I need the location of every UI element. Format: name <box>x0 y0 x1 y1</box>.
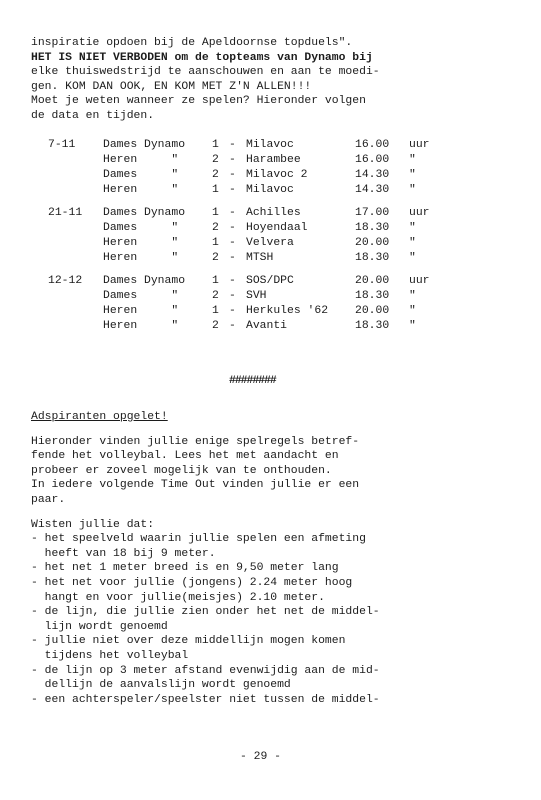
team-number: 2 <box>212 154 219 166</box>
schedule-row <box>48 138 430 153</box>
team: Heren " <box>103 305 179 317</box>
match-time: 18.30 <box>355 222 390 234</box>
team: Heren " <box>103 154 179 166</box>
match-date: 21-11 <box>48 207 83 219</box>
paragraph-line: fende het volleybal. Lees het met aandacht en <box>31 450 339 463</box>
paragraph-line: Hieronder vinden jullie enige spelregels betref- <box>31 435 360 448</box>
paragraph-line: In iedere volgende Time Out vinden jullie er een <box>31 479 360 492</box>
page-number: - 29 - <box>240 751 282 763</box>
intro-line: inspiratie opdoen bij de Apeldoornse topduels". <box>31 37 353 49</box>
match-time: 18.30 <box>355 320 390 332</box>
list-item: - het net voor jullie (jongens) 2.24 meter hoog <box>31 576 353 589</box>
match-time: 14.30 <box>355 184 390 196</box>
time-unit: " <box>409 154 416 166</box>
opponent: Herkules '62 <box>246 305 329 317</box>
team-number: 1 <box>212 275 219 287</box>
match-time: 17.00 <box>355 207 390 219</box>
team: Heren " <box>103 237 179 249</box>
intro-line: Moet je weten wanneer ze spelen? Hieronder volgen <box>31 95 366 108</box>
list-intro: Wisten jullie dat: <box>31 518 155 531</box>
list-item: - het speelveld waarin jullie spelen een afmeting <box>31 533 366 546</box>
opponent: Milavoc 2 <box>246 169 308 181</box>
match-date: 12-12 <box>48 275 83 287</box>
team: Heren " <box>103 252 179 264</box>
separator: - <box>229 305 236 317</box>
separator: - <box>229 275 236 287</box>
team-number: 1 <box>212 237 219 249</box>
team-number: 1 <box>212 139 219 151</box>
paragraph-line: probeer er zoveel mogelijk van te onthouden. <box>31 464 332 477</box>
team-number: 2 <box>212 252 219 264</box>
match-time: 20.00 <box>355 237 390 249</box>
time-unit: " <box>409 252 416 264</box>
list-item: - de lijn, die jullie zien onder het net de middel- <box>31 606 380 619</box>
team-number: 2 <box>212 290 219 302</box>
list-item: - de lijn op 3 meter afstand evenwijdig aan de mid- <box>31 664 380 677</box>
time-unit: " <box>409 320 416 332</box>
schedule-row <box>48 153 416 168</box>
time-unit: " <box>409 237 416 249</box>
team-number: 2 <box>212 169 219 181</box>
intro-line: de data en tijden. <box>31 109 155 122</box>
time-unit: uur <box>409 207 430 219</box>
section-heading: Adspiranten opgelet! <box>31 411 168 423</box>
team: Dames Dynamo <box>103 139 186 151</box>
team-number: 1 <box>212 184 219 196</box>
rules-section <box>31 410 471 707</box>
match-time: 16.00 <box>355 139 390 151</box>
list-item: lijn wordt genoemd <box>31 620 168 633</box>
separator: - <box>229 154 236 166</box>
schedule-row <box>48 206 430 221</box>
schedule-row <box>48 304 416 319</box>
opponent: Hoyendaal <box>246 222 308 234</box>
match-date: 7-11 <box>48 139 76 151</box>
separator: - <box>229 320 236 332</box>
opponent: Harambee <box>246 154 301 166</box>
schedule-row <box>48 251 416 266</box>
schedule-row <box>48 168 416 183</box>
list-item: heeft van 18 bij 9 meter. <box>31 547 216 560</box>
match-time: 16.00 <box>355 154 390 166</box>
list-item: - het net 1 meter breed is en 9,50 meter lang <box>31 562 339 575</box>
team: Dames " <box>103 169 179 181</box>
schedule-row <box>48 221 416 236</box>
separator: - <box>229 222 236 234</box>
list-item: tijdens het volleybal <box>31 649 189 662</box>
opponent: Milavoc <box>246 184 294 196</box>
team: Dames " <box>103 222 179 234</box>
opponent: SOS/DPC <box>246 275 294 287</box>
team-number: 1 <box>212 305 219 317</box>
separator: - <box>229 169 236 181</box>
schedule-row <box>48 183 416 198</box>
time-unit: " <box>409 222 416 234</box>
time-unit: " <box>409 305 416 317</box>
team: Dames Dynamo <box>103 275 186 287</box>
intro-line: HET IS NIET VERBODEN om de topteams van Dynamo bij <box>31 51 373 64</box>
time-unit: uur <box>409 139 430 151</box>
opponent: MTSH <box>246 252 274 264</box>
opponent: Avanti <box>246 320 288 332</box>
team-number: 2 <box>212 222 219 234</box>
section-divider-ornament: ######## <box>229 375 276 387</box>
team: Heren " <box>103 184 179 196</box>
separator: - <box>229 184 236 196</box>
match-time: 20.00 <box>355 305 390 317</box>
list-item: - een achterspeler/speelster niet tussen de middel- <box>31 693 380 706</box>
time-unit: uur <box>409 275 430 287</box>
time-unit: " <box>409 290 416 302</box>
separator: - <box>229 252 236 264</box>
intro-text <box>31 36 461 124</box>
separator: - <box>229 237 236 249</box>
schedule-row <box>48 319 416 334</box>
intro-line: elke thuiswedstrijd te aanschouwen en aan te moedi- <box>31 66 380 79</box>
list-item: - jullie niet over deze middellijn mogen komen <box>31 635 346 648</box>
team-number: 1 <box>212 207 219 219</box>
match-time: 14.30 <box>355 169 390 181</box>
time-unit: " <box>409 184 416 196</box>
separator: - <box>229 207 236 219</box>
schedule-row <box>48 274 430 289</box>
match-time: 20.00 <box>355 275 390 287</box>
time-unit: " <box>409 169 416 181</box>
team: Dames Dynamo <box>103 207 186 219</box>
intro-line: gen. KOM DAN OOK, EN KOM MET Z'N ALLEN!!! <box>31 80 312 93</box>
schedule-row <box>48 236 416 251</box>
opponent: Velvera <box>246 237 294 249</box>
schedule-row <box>48 289 416 304</box>
match-time: 18.30 <box>355 252 390 264</box>
team: Dames " <box>103 290 179 302</box>
match-schedule <box>48 138 430 334</box>
separator: - <box>229 139 236 151</box>
team: Heren " <box>103 320 179 332</box>
list-item: hangt en voor jullie(meisjes) 2.10 meter. <box>31 591 325 604</box>
list-item: dellijn de aanvalslijn wordt genoemd <box>31 679 291 692</box>
team-number: 2 <box>212 320 219 332</box>
opponent: Milavoc <box>246 139 294 151</box>
separator: - <box>229 290 236 302</box>
match-time: 18.30 <box>355 290 390 302</box>
opponent: SVH <box>246 290 267 302</box>
paragraph-line: paar. <box>31 493 66 506</box>
opponent: Achilles <box>246 207 301 219</box>
